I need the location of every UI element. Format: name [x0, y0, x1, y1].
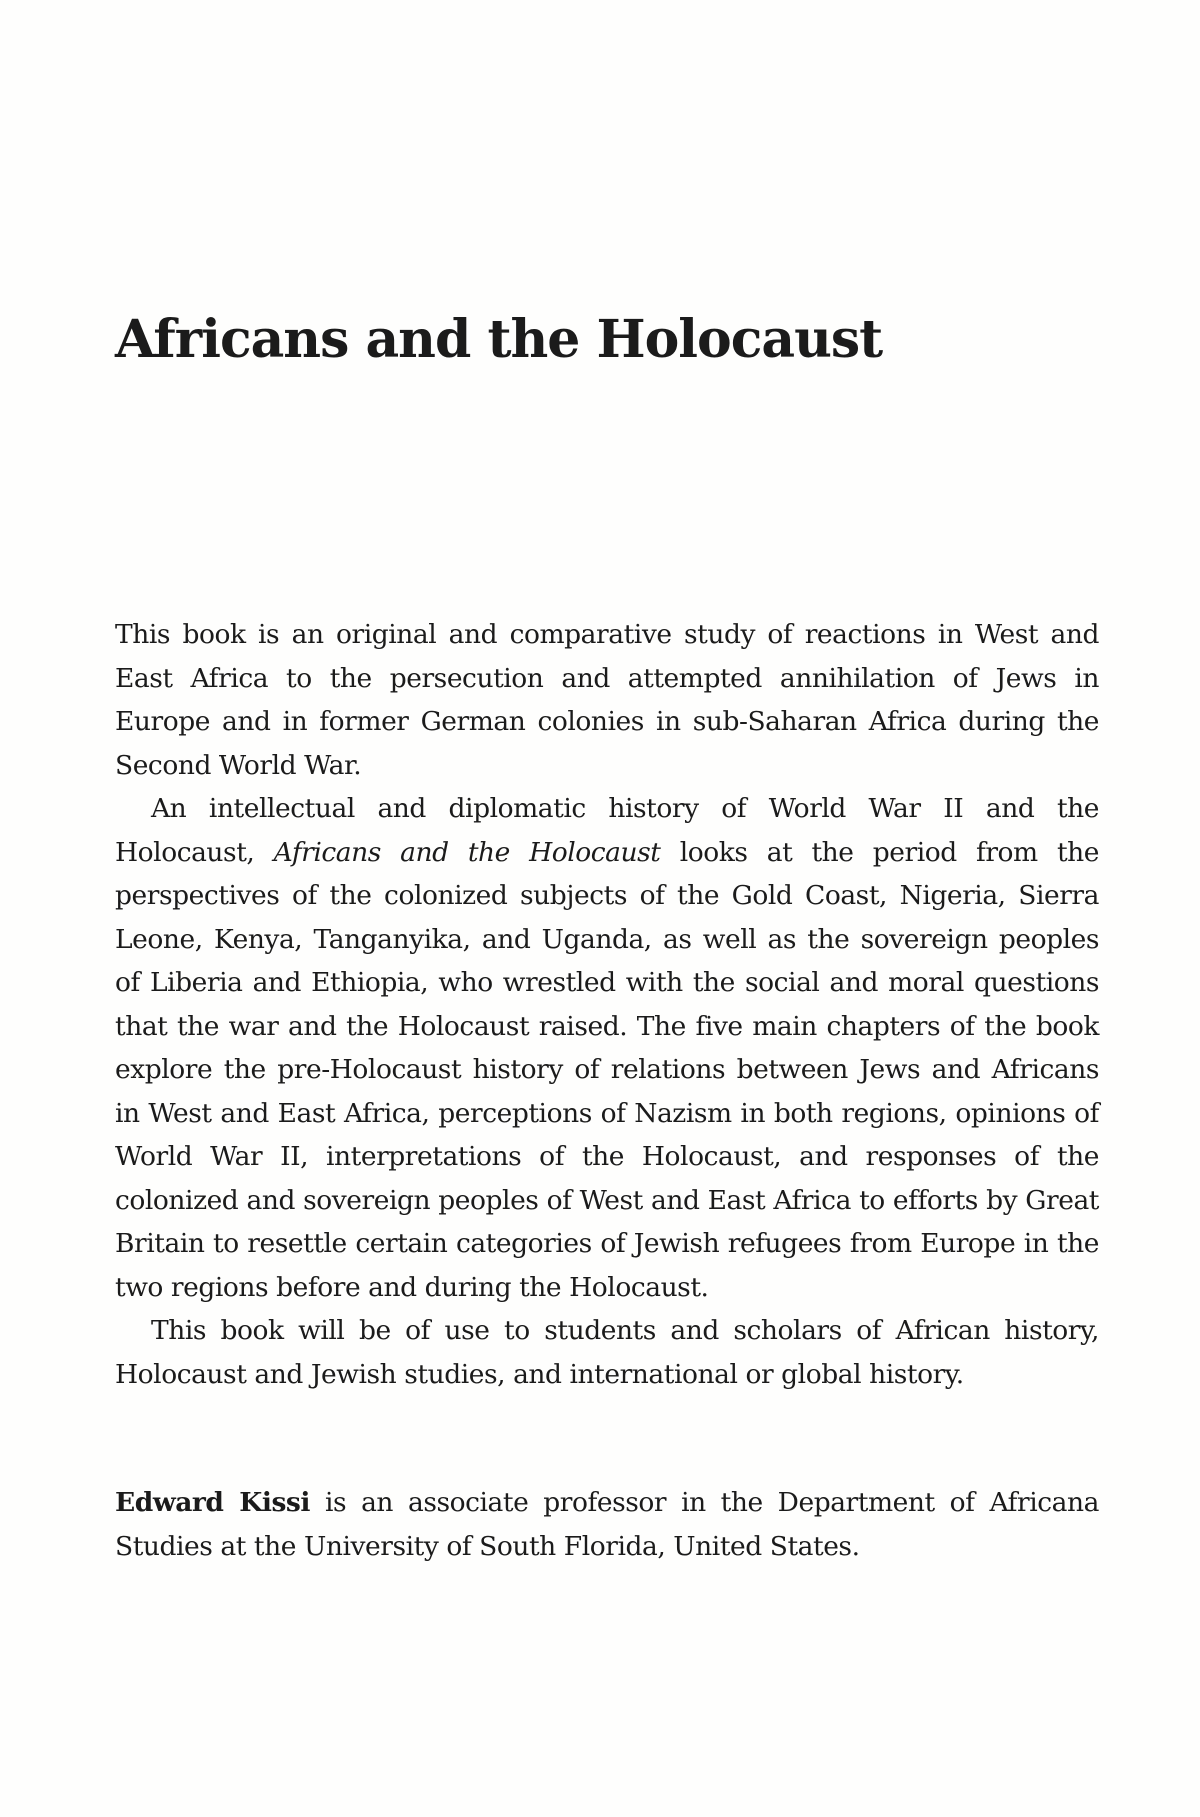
book-description [115, 613, 1099, 1396]
paragraph-2-body: looks at the period from the perspectives of the colonized subjects of the Gold Coast, Nigeria, Sierra Leone, Kenya, Tanganyika, and Uganda, as well as the sovereign peoples of Liberia and Ethiopia, who wrestled with the social and moral questions that the war and the Holocaust raised. The five main chapters of the book explore the pre-Holocaust history of relations between Jews and Africans in West and East Africa, perceptions of Nazism in both regions, opinions of World War II, interpretations of the Holocaust, and responses of the colonized and sovereign peoples of West and East Africa to efforts by Great Britain to resettle certain categories of Jewish refugees from Europe in the two regions before and during the Holocaust. [115, 836, 1099, 1303]
author-bio [115, 1481, 1099, 1568]
author-bio-text: is an associate professor in the Department of Africana Studies at the University of South Florida, United States. [115, 1487, 1099, 1562]
book-title-italic: Africans and the Holocaust [273, 836, 661, 868]
description-paragraph-1: This book is an original and comparative study of reactions in West and East Africa to the persecution and attempted annihilation of Jews in Europe and in former German colonies in sub-Saharan Africa during the Second World War. [115, 619, 1099, 781]
description-paragraph-2 [115, 787, 1099, 1309]
book-title: Africans and the Holocaust [115, 309, 883, 370]
author-name: Edward Kissi [115, 1487, 311, 1518]
paragraph-2-intro: An intellectual and diplomatic history of World War II and the Holocaust, [115, 793, 1099, 868]
description-paragraph-3: This book will be of use to students and scholars of African history, Holocaust and Jewish studies, and international or global history. [115, 1315, 1099, 1390]
